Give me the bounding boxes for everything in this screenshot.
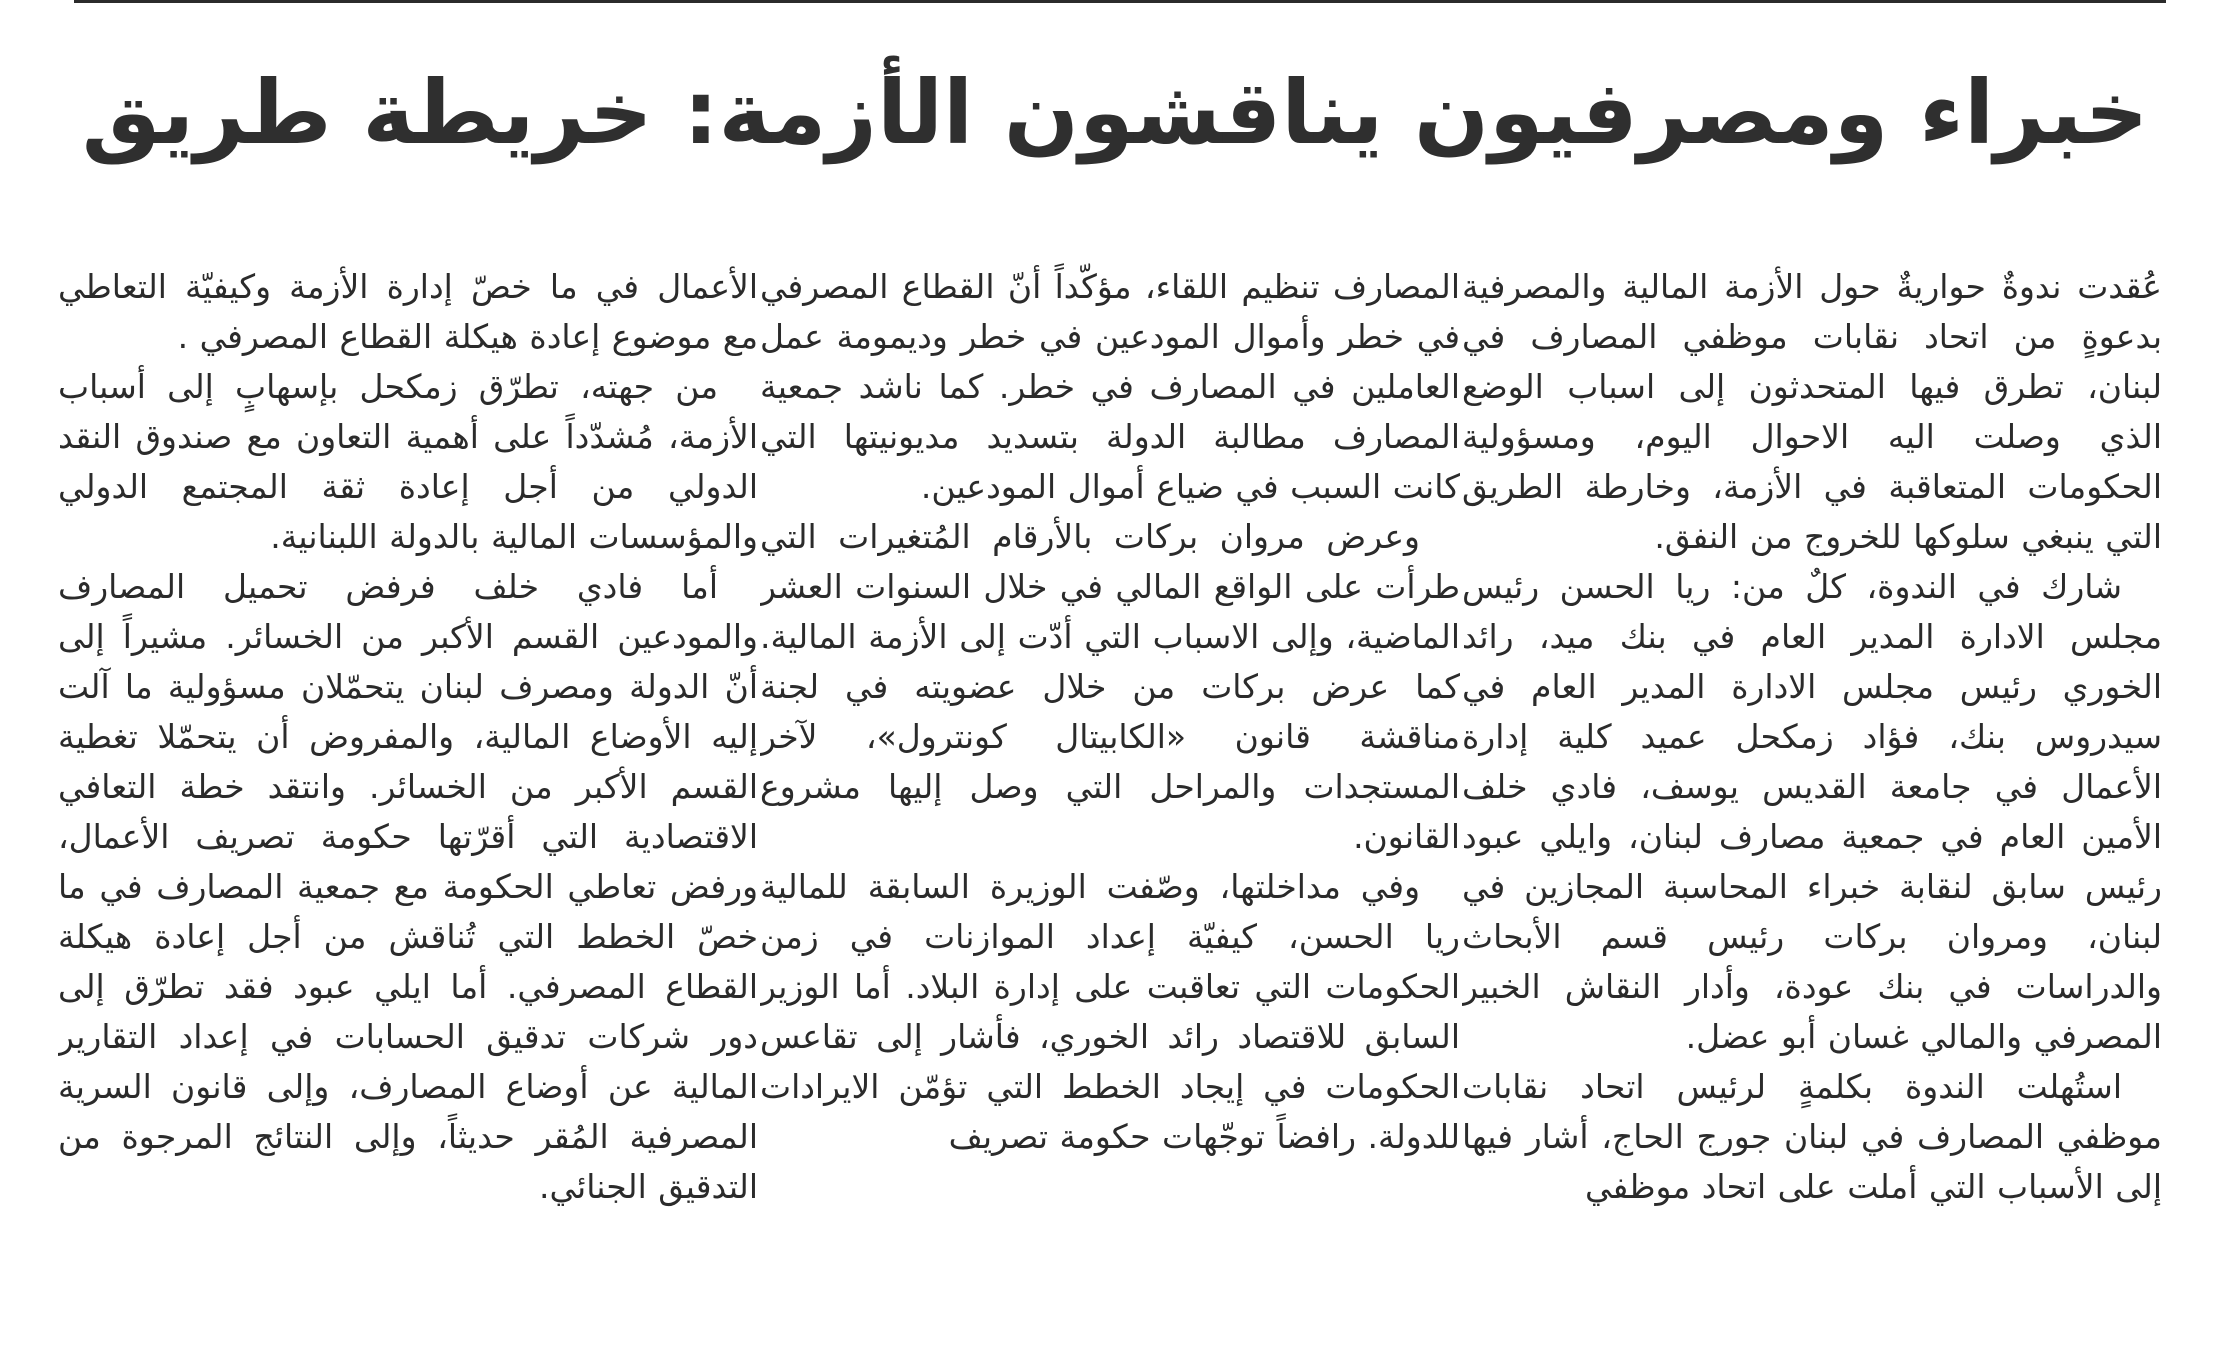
article-paragraph: وفي مداخلتها، وصّفت الوزيرة السابقة للمالية ريا الحسن، كيفيّة إعداد الموازنات في زمن الحكومات التي تعاقبت على إدارة البلاد. أما الوزير السابق للاقتصاد رائد الخوري، فأشار إلى تقاعس الحكومات في إيجاد الخطط التي تؤمّن الايرادات للدولة. رافضاً توجّهات حكومة تصريف	[760, 867, 1460, 1156]
article-paragraph: شارك في الندوة، كلٌ من: ريا الحسن رئيس مجلس الادارة المدير العام في بنك ميد، رائد الخوري رئيس مجلس الادارة المدير العام في سيدروس بنك، فؤاد زمكحل عميد كلية إدارة الأعمال في جامعة القديس يوسف، فادي خلف الأمين العام في جمعية مصارف لبنان، وايلي عبود رئيس سابق لنقابة خبراء المحاسبة المجازين في لبنان، ومروان بركات رئيس قسم الأبحاث والدراسات في بنك عودة، وأدار النقاش الخبير المصرفي والمالي غسان أبو عضل.	[1462, 567, 2162, 1056]
article-column-right	[1462, 262, 2162, 1302]
article-headline: خبراء ومصرفيون يناقشون الأزمة: خريطة طريق	[81, 61, 2149, 164]
article-paragraph: المصارف تنظيم اللقاء، مؤكّداً أنّ القطاع المصرفي في خطر وأموال المودعين في خطر وديمومة عمل العاملين في المصارف في خطر. كما ناشد جمعية المصارف مطالبة الدولة بتسديد مديونيتها التي كانت السبب في ضياع أموال المودعين.	[760, 267, 1460, 506]
article-paragraph: وعرض مروان بركات بالأرقام المُتغيرات التي طرأت على الواقع المالي في خلال السنوات العشر الماضية، وإلى الاسباب التي أدّت إلى الأزمة المالية. كما عرض بركات من خلال عضويته في لجنة مناقشة قانون «الكابيتال كونترول»، لآخر المستجدات والمراحل التي وصل إليها مشروع القانون.	[760, 517, 1460, 856]
article-paragraph: استُهلت الندوة بكلمةٍ لرئيس اتحاد نقابات موظفي المصارف في لبنان جورج الحاج، أشار فيها إلى الأسباب التي أملت على اتحاد موظفي	[1462, 1067, 2162, 1206]
article-paragraph: الأعمال في ما خصّ إدارة الأزمة وكيفيّة التعاطي مع موضوع إعادة هيكلة القطاع المصرفي .	[58, 267, 758, 356]
article-paragraph: أما فادي خلف فرفض تحميل المصارف والمودعين القسم الأكبر من الخسائر. مشيراً إلى أنّ الدولة ومصرف لبنان يتحمّلان مسؤولية ما آلت إليه الأوضاع المالية، والمفروض أن يتحمّلا تغطية القسم الأكبر من الخسائر. وانتقد خطة التعافي الاقتصادية التي أقرّتها حكومة تصريف الأعمال، ورفض تعاطي الحكومة مع جمعية المصارف في ما خصّ الخطط التي تُناقش من أجل إعادة هيكلة القطاع المصرفي. أما ايلي عبود فقد تطرّق إلى دور شركات تدقيق الحسابات في إعداد التقارير المالية عن أوضاع المصارف، وإلى قانون السرية المصرفية المُقر حديثاً، وإلى النتائج المرجوة من التدقيق الجنائي.	[58, 567, 758, 1206]
article-column-left	[58, 262, 758, 1302]
article-column-middle	[760, 262, 1460, 1302]
article-paragraph: عُقدت ندوةٌ حواريةٌ حول الأزمة المالية والمصرفية بدعوةٍ من اتحاد نقابات موظفي المصارف في لبنان، تطرق فيها المتحدثون إلى اسباب الوضع الذي وصلت اليه الاحوال اليوم، ومسؤولية الحكومات المتعاقبة في الأزمة، وخارطة الطريق التي ينبغي سلوكها للخروج من النفق.	[1462, 267, 2162, 556]
top-rule	[74, 0, 2166, 3]
article-paragraph: من جهته، تطرّق زمكحل بإسهابٍ إلى أسباب الأزمة، مُشدّداً على أهمية التعاون مع صندوق النقد الدولي من أجل إعادة ثقة المجتمع الدولي والمؤسسات المالية بالدولة اللبنانية.	[58, 367, 758, 556]
